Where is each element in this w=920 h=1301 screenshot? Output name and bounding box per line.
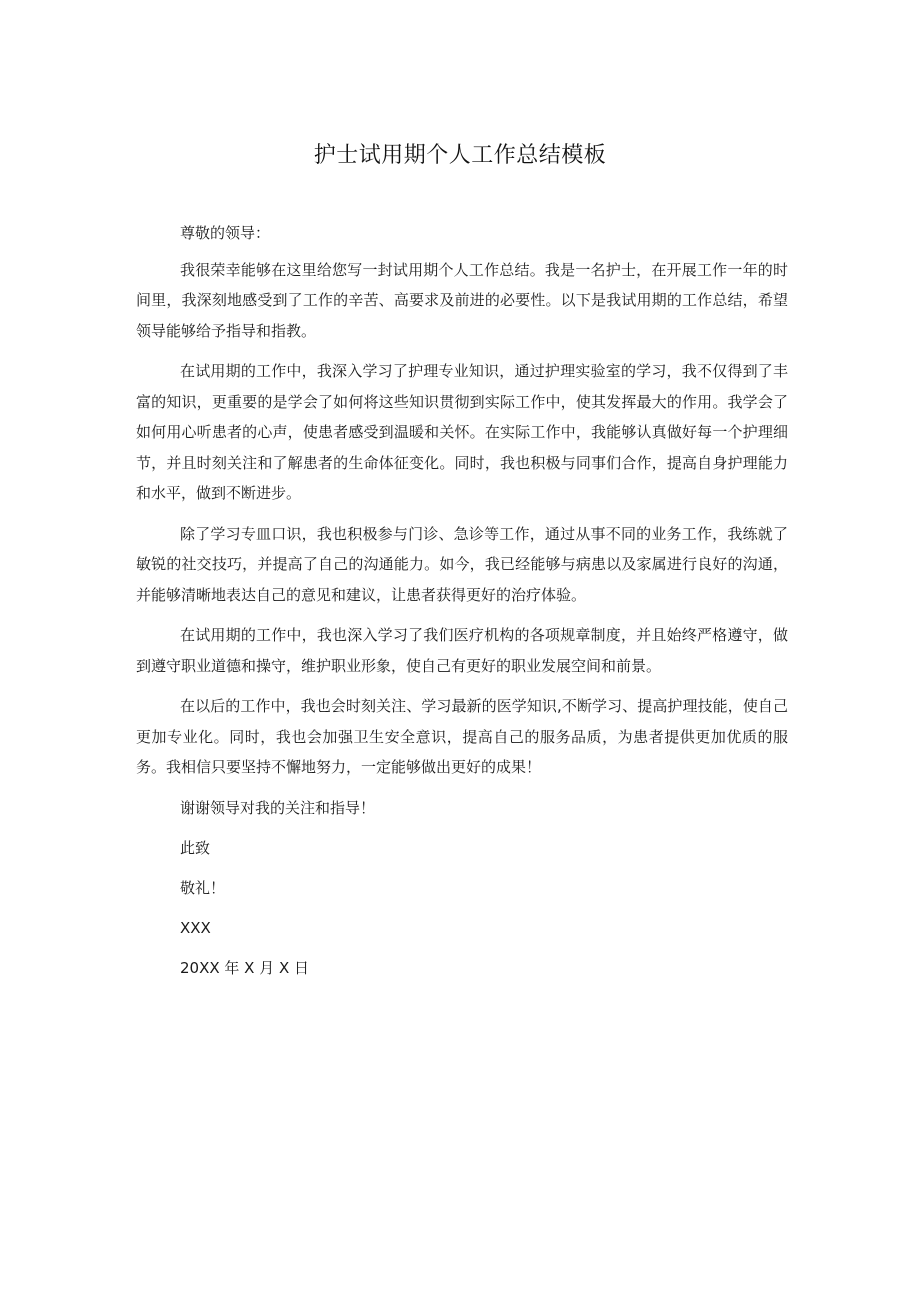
paragraph-regulations: 在试用期的工作中，我也深入学习了我们医疗机构的各项规章制度，并且始终严格遵守，做到遵守职业道德和操守，维护职业形象，使自己有更好的职业发展空间和前景。 xyxy=(136,626,788,675)
paragraph-future: 在以后的工作中，我也会时刻关注、学习最新的医学知识,不断学习、提高护理技能，使自己更加专业化。同时，我也会加强卫生安全意识，提高自己的服务品质，为患者提供更加优质的服务。我相信只要坚持不懈地努力，一定能够做出更好的成果！ xyxy=(136,697,788,776)
paragraph-intro: 我很荣幸能够在这里给您写一封试用期个人工作总结。我是一名护士，在开展工作一年的时间里，我深刻地感受到了工作的辛苦、高要求及前进的必要性。以下是我试用期的工作总结，希望领导能够给予指导和指教。 xyxy=(136,260,788,340)
closing-cizhi: 此致 xyxy=(180,838,211,857)
closing-thanks: 谢谢领导对我的关注和指导！ xyxy=(180,798,376,817)
salutation: 尊敬的领导： xyxy=(180,224,271,242)
document-body xyxy=(136,218,788,993)
signature: XXX xyxy=(180,918,211,937)
closing-jingli: 敬礼！ xyxy=(180,878,226,897)
date: 20XX 年 X 月 X 日 xyxy=(180,958,310,977)
paragraph-study: 在试用期的工作中，我深入学习了护理专业知识，通过护理实验室的学习，我不仅得到了丰富的知识，更重要的是学会了如何将这些知识贯彻到实际工作中，使其发挥最大的作用。我学会了如何用心听患者的心声，使患者感受到温暖和关怀。在实际工作中，我能够认真做好每一个护理细节，并且时刻关注和了解患者的生命体征变化。同时，我也积极与同事们合作，提高自身护理能力和水平，做到不断进步。 xyxy=(136,362,788,502)
paragraph-outpatient: 除了学习专皿口识，我也积极参与门诊、急诊等工作，通过从事不同的业务工作，我练就了敏锐的社交技巧，并提高了自己的沟通能力。如今，我已经能够与病患以及家属进行良好的沟通，并能够清晰地表达自己的意见和建议，让患者获得更好的治疗体验。 xyxy=(136,524,788,604)
document-title: 护士试用期个人工作总结模板 xyxy=(313,143,607,168)
